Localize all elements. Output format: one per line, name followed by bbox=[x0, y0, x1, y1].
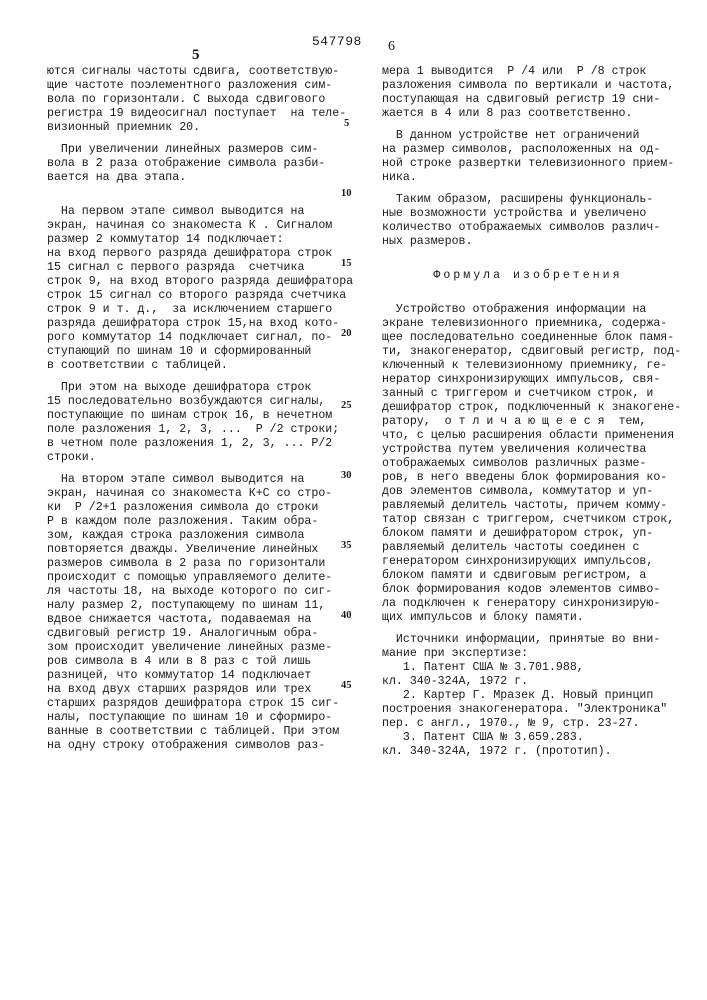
paragraph bbox=[47, 143, 339, 185]
text-line: занный с триггером и счетчиком строк, и bbox=[382, 387, 674, 401]
text-line: мание при экспертизе: bbox=[382, 647, 674, 661]
line-number: 25 bbox=[341, 400, 352, 411]
text-line: ла подключен к генератору синхронизирую- bbox=[382, 597, 674, 611]
line-number: 20 bbox=[341, 328, 352, 339]
text-line: на вход двух старших разрядов или трех bbox=[47, 683, 339, 697]
text-line: 15 последовательно возбуждаются сигналы, bbox=[47, 395, 339, 409]
text-line: щих импульсов и блоку памяти. bbox=[382, 611, 674, 625]
text-line: На втором этапе символ выводится на bbox=[47, 473, 339, 487]
text-line: зом, каждая строка разложения символа bbox=[47, 529, 339, 543]
text-line: на одну строку отображения символов раз- bbox=[47, 739, 339, 753]
text-line: равляемый делитель частоты, причем комму- bbox=[382, 499, 674, 513]
text-line: ратору, о т л и ч а ю щ е е с я тем, bbox=[382, 415, 674, 429]
paragraph bbox=[382, 193, 674, 249]
text-line: размеров символа в 2 раза по горизонтали bbox=[47, 557, 339, 571]
text-line: разницей, что коммутатор 14 подключает bbox=[47, 669, 339, 683]
text-line: ются сигналы частоты сдвига, соответствую- bbox=[47, 65, 339, 79]
text-line: При увеличении линейных размеров сим- bbox=[47, 143, 339, 157]
text-line: 2. Картер Г. Мразек Д. Новый принцип bbox=[382, 689, 674, 703]
text-line: поле разложения 1, 2, 3, ... Р /2 строки; bbox=[47, 423, 339, 437]
text-line: Источники информации, принятые во вни- bbox=[382, 633, 674, 647]
text-line: налы, поступающие по шинам 10 и сформиро- bbox=[47, 711, 339, 725]
text-line: строк 9 и т. д., за исключением старшего bbox=[47, 303, 339, 317]
paragraph-gap bbox=[47, 373, 339, 381]
page-number-right: 6 bbox=[388, 39, 395, 55]
section-heading bbox=[382, 269, 674, 283]
line-number: 40 bbox=[341, 610, 352, 621]
text-line: ки Р /2+1 разложения символа до строки bbox=[47, 501, 339, 515]
text-line: ступающий по шинам 10 и сформированный bbox=[47, 345, 339, 359]
text-line: дов элементов символа, коммутатор и уп- bbox=[382, 485, 674, 499]
text-line: вдвое снижается частота, подаваемая на bbox=[47, 613, 339, 627]
text-line: строк 9, на вход второго разряда дешифратора bbox=[47, 275, 339, 289]
text-line: поступающие по шинам строк 16, в нечетном bbox=[47, 409, 339, 423]
text-line: кл. 340-324А, 1972 г. bbox=[382, 675, 674, 689]
line-number: 35 bbox=[341, 540, 352, 551]
text-line: что, с целью расширения области применения bbox=[382, 429, 674, 443]
text-line: разложения символа по вертикали и частота, bbox=[382, 79, 674, 93]
text-line: количество отображаемых символов различ- bbox=[382, 221, 674, 235]
text-line: вается на два этапа. bbox=[47, 171, 339, 185]
text-line: кл. 340-324А, 1972 г. (прототип). bbox=[382, 745, 674, 759]
text-line: блок формирования кодов элементов симво- bbox=[382, 583, 674, 597]
text-line: щее последовательно соединенные блок памя- bbox=[382, 331, 674, 345]
text-line: ной строке развертки телевизионного прием- bbox=[382, 157, 674, 171]
text-line: 3. Патент США № 3.659.283. bbox=[382, 731, 674, 745]
text-line: ных размеров. bbox=[382, 235, 674, 249]
text-line: экран, начиная со знакоместа К+С со стро- bbox=[47, 487, 339, 501]
text-line: регистра 19 видеосигнал поступает на теле- bbox=[47, 107, 339, 121]
text-line: На первом этапе символ выводится на bbox=[47, 205, 339, 219]
paragraph bbox=[382, 129, 674, 185]
paragraph-gap bbox=[382, 283, 674, 303]
text-line: блоком памяти и сдвиговым регистром, а bbox=[382, 569, 674, 583]
text-line: ля частоты 18, на выходе которого по сиг- bbox=[47, 585, 339, 599]
text-line: Формула изобретения bbox=[382, 269, 674, 283]
text-line: ключенный к телевизионному приемнику, ге- bbox=[382, 359, 674, 373]
paragraph bbox=[47, 205, 339, 373]
patent-number: 547798 bbox=[312, 34, 362, 49]
paragraph bbox=[47, 473, 339, 753]
text-line: 15 сигнал с первого разряда счетчика bbox=[47, 261, 339, 275]
paragraph-gap bbox=[382, 249, 674, 269]
paragraph bbox=[382, 65, 674, 121]
text-line: Устройство отображения информации на bbox=[382, 303, 674, 317]
text-line: на размер символов, расположенных на од- bbox=[382, 143, 674, 157]
text-line: щие частоте поэлементного разложения сим- bbox=[47, 79, 339, 93]
line-number: 30 bbox=[341, 470, 352, 481]
text-line: татор связан с триггером, счетчиком строк, bbox=[382, 513, 674, 527]
right-text-column bbox=[382, 65, 674, 759]
text-line: сдвиговый регистр 19. Аналогичным обра- bbox=[47, 627, 339, 641]
paragraph bbox=[47, 65, 339, 135]
text-line: ванные в соответствии с таблицей. При этом bbox=[47, 725, 339, 739]
text-line: экран, начиная со знакоместа К . Сигналом bbox=[47, 219, 339, 233]
text-line: 1. Патент США № 3.701.988, bbox=[382, 661, 674, 675]
paragraph bbox=[47, 381, 339, 465]
paragraph-gap bbox=[382, 185, 674, 193]
text-line: пер. с англ., 1970., № 9, стр. 23-27. bbox=[382, 717, 674, 731]
text-line: налу размер 2, поступающему по шинам 11, bbox=[47, 599, 339, 613]
text-line: происходит с помощью управляемого делите- bbox=[47, 571, 339, 585]
text-line: ника. bbox=[382, 171, 674, 185]
text-line: В данном устройстве нет ограничений bbox=[382, 129, 674, 143]
text-line: блоком памяти и дешифратором строк, уп- bbox=[382, 527, 674, 541]
text-line: ров символа в 4 или в 8 раз с той лишь bbox=[47, 655, 339, 669]
text-line: дешифратор строк, подключенный к знакогене- bbox=[382, 401, 674, 415]
text-line: устройства путем увеличения количества bbox=[382, 443, 674, 457]
text-line: жается в 4 или 8 раз соответственно. bbox=[382, 107, 674, 121]
text-line: поступающая на сдвиговый регистр 19 сни- bbox=[382, 93, 674, 107]
text-line: строки. bbox=[47, 451, 339, 465]
text-line: строк 15 сигнал со второго разряда счетчика bbox=[47, 289, 339, 303]
paragraph-gap bbox=[47, 465, 339, 473]
line-number: 45 bbox=[341, 680, 352, 691]
text-line: повторяется дважды. Увеличение линейных bbox=[47, 543, 339, 557]
text-line: отображаемых символов различных разме- bbox=[382, 457, 674, 471]
text-line: Р в каждом поле разложения. Таким обра- bbox=[47, 515, 339, 529]
line-number: 5 bbox=[344, 118, 349, 129]
text-line: в четном поле разложения 1, 2, 3, ... Р/2 bbox=[47, 437, 339, 451]
paragraph bbox=[382, 303, 674, 625]
line-number: 15 bbox=[341, 258, 352, 269]
text-line: вола в 2 раза отображение символа разби- bbox=[47, 157, 339, 171]
text-line: ные возможности устройства и увеличено bbox=[382, 207, 674, 221]
text-line: рого коммутатор 14 подключает сигнал, по- bbox=[47, 331, 339, 345]
page-number-left: 5 bbox=[192, 47, 200, 64]
line-number: 10 bbox=[341, 188, 352, 199]
text-line: в соответствии с таблицей. bbox=[47, 359, 339, 373]
paragraph-gap bbox=[47, 135, 339, 143]
paragraph-gap bbox=[382, 625, 674, 633]
text-line: на вход первого разряда дешифратора строк bbox=[47, 247, 339, 261]
text-line: ров, в него введены блок формирования ко- bbox=[382, 471, 674, 485]
text-line: размер 2 коммутатор 14 подключает: bbox=[47, 233, 339, 247]
text-line: При этом на выходе дешифратора строк bbox=[47, 381, 339, 395]
text-line: ти, знакогенератор, сдвиговый регистр, под- bbox=[382, 345, 674, 359]
text-line: генератором синхронизирующих импульсов, bbox=[382, 555, 674, 569]
text-line: вола по горизонтали. С выхода сдвигового bbox=[47, 93, 339, 107]
paragraph-gap bbox=[47, 185, 339, 205]
text-line: нератор синхронизирующих импульсов, свя- bbox=[382, 373, 674, 387]
text-line: мера 1 выводится Р /4 или Р /8 строк bbox=[382, 65, 674, 79]
paragraph bbox=[382, 633, 674, 759]
text-line: экране телевизионного приемника, содержа- bbox=[382, 317, 674, 331]
text-line: зом происходит увеличение линейных разме- bbox=[47, 641, 339, 655]
text-line: разряда дешифратора строк 15,на вход кото- bbox=[47, 317, 339, 331]
text-line: старших разрядов дешифратора строк 15 сиг- bbox=[47, 697, 339, 711]
text-line: равляемый делитель частоты соединен с bbox=[382, 541, 674, 555]
text-line: визионный приемник 20. bbox=[47, 121, 339, 135]
paragraph-gap bbox=[382, 121, 674, 129]
left-text-column bbox=[47, 65, 339, 753]
text-line: построения знакогенератора. "Электроника" bbox=[382, 703, 674, 717]
text-line: Таким образом, расширены функциональ- bbox=[382, 193, 674, 207]
